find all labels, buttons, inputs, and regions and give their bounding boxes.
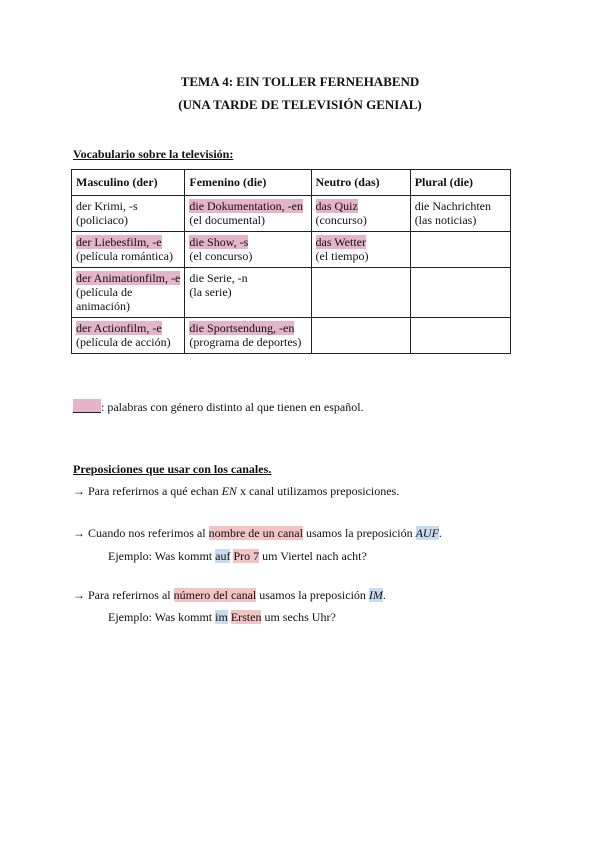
preposition: auf — [215, 549, 231, 563]
vocab-word: die Nachrichten — [414, 199, 491, 213]
vocab-meaning: (concurso) — [315, 213, 367, 227]
vocab-heading: Vocabulario sobre la televisión: — [73, 147, 234, 161]
table-cell — [311, 232, 410, 268]
vocab-word: die Sportsendung, -en — [189, 321, 295, 335]
vocab-word: der Liebesfilm, -e — [76, 235, 162, 249]
table-cell — [185, 318, 311, 354]
vocab-meaning: (película romántica) — [76, 249, 173, 263]
arrow-icon: → — [73, 484, 85, 498]
legend — [73, 399, 364, 415]
table-cell — [72, 318, 185, 354]
page-title: TEMA 4: EIN TOLLER FERNEHABEND — [180, 74, 420, 89]
highlighted-text: número del canal — [173, 588, 257, 602]
table-row — [72, 196, 511, 232]
table-cell — [311, 196, 410, 232]
table-cell — [185, 232, 311, 268]
table-header-row — [72, 170, 511, 196]
vocab-word: die Show, -s — [189, 235, 249, 249]
column-header: Femenino (die) — [185, 170, 311, 196]
table-cell — [72, 196, 185, 232]
example-2: Ejemplo: Was kommt im Ersten um sechs Uhr? — [108, 610, 336, 624]
column-header: Neutro (das) — [311, 170, 410, 196]
paragraph-1: → Para referirnos a qué echan EN x canal utilizamos preposiciones. — [73, 484, 400, 498]
arrow-icon: → — [73, 526, 85, 540]
vocab-meaning: (el concurso) — [189, 249, 253, 263]
vocab-word: die Serie, -n — [189, 271, 248, 285]
table-cell — [185, 268, 311, 318]
example-1: Ejemplo: Was kommt auf Pro 7 um Viertel nach acht? — [108, 549, 367, 563]
vocab-meaning: (el documental) — [189, 213, 265, 227]
table-cell — [72, 268, 185, 318]
preposition: IM — [368, 588, 383, 602]
table-cell — [185, 196, 311, 232]
vocab-meaning: (programa de deportes) — [189, 335, 302, 349]
table-cell — [311, 268, 410, 318]
paragraph-3: → Para referirnos al número del canal usamos la preposición IM. — [73, 588, 386, 602]
vocab-word: die Dokumentation, -en — [189, 199, 303, 213]
vocab-word: der Actionfilm, -e — [76, 321, 162, 335]
table-row — [72, 268, 511, 318]
vocab-meaning: (la serie) — [189, 285, 232, 299]
channel-name: Pro 7 — [233, 549, 260, 563]
table-cell — [72, 232, 185, 268]
arrow-icon: → — [73, 588, 85, 602]
vocab-meaning: (policiaco) — [76, 213, 128, 227]
vocab-table — [71, 169, 511, 354]
vocab-meaning: (las noticias) — [414, 213, 477, 227]
table-cell — [311, 318, 410, 354]
table-cell — [410, 196, 510, 232]
table-row — [72, 232, 511, 268]
table-row — [72, 318, 511, 354]
table-cell — [410, 232, 510, 268]
preposition: AUF — [415, 526, 439, 540]
table-cell — [410, 268, 510, 318]
vocab-word: der Krimi, -s — [76, 199, 138, 213]
table-cell — [410, 318, 510, 354]
vocab-meaning: (película de acción) — [76, 335, 171, 349]
prepositions-heading: Preposiciones que usar con los canales. — [73, 462, 272, 476]
highlighted-text: nombre de un canal — [208, 526, 303, 540]
vocab-meaning: (el tiempo) — [315, 249, 369, 263]
vocab-word: das Quiz — [315, 199, 358, 213]
paragraph-2: → Cuando nos referimos al nombre de un canal usamos la preposición AUF. — [73, 526, 442, 540]
preposition: im — [215, 610, 228, 624]
vocab-word: das Wetter — [315, 235, 366, 249]
page-subtitle: (UNA TARDE DE TELEVISIÓN GENIAL) — [178, 97, 422, 112]
vocab-meaning: (película de animación) — [76, 285, 133, 313]
column-header: Plural (die) — [410, 170, 510, 196]
vocab-word: der Animationfilm, -e — [76, 271, 181, 285]
channel-name: Ersten — [230, 610, 262, 624]
highlight-swatch — [73, 399, 101, 413]
column-header: Masculino (der) — [72, 170, 185, 196]
legend-text: : palabras con género distinto al que tienen en español. — [101, 400, 364, 414]
